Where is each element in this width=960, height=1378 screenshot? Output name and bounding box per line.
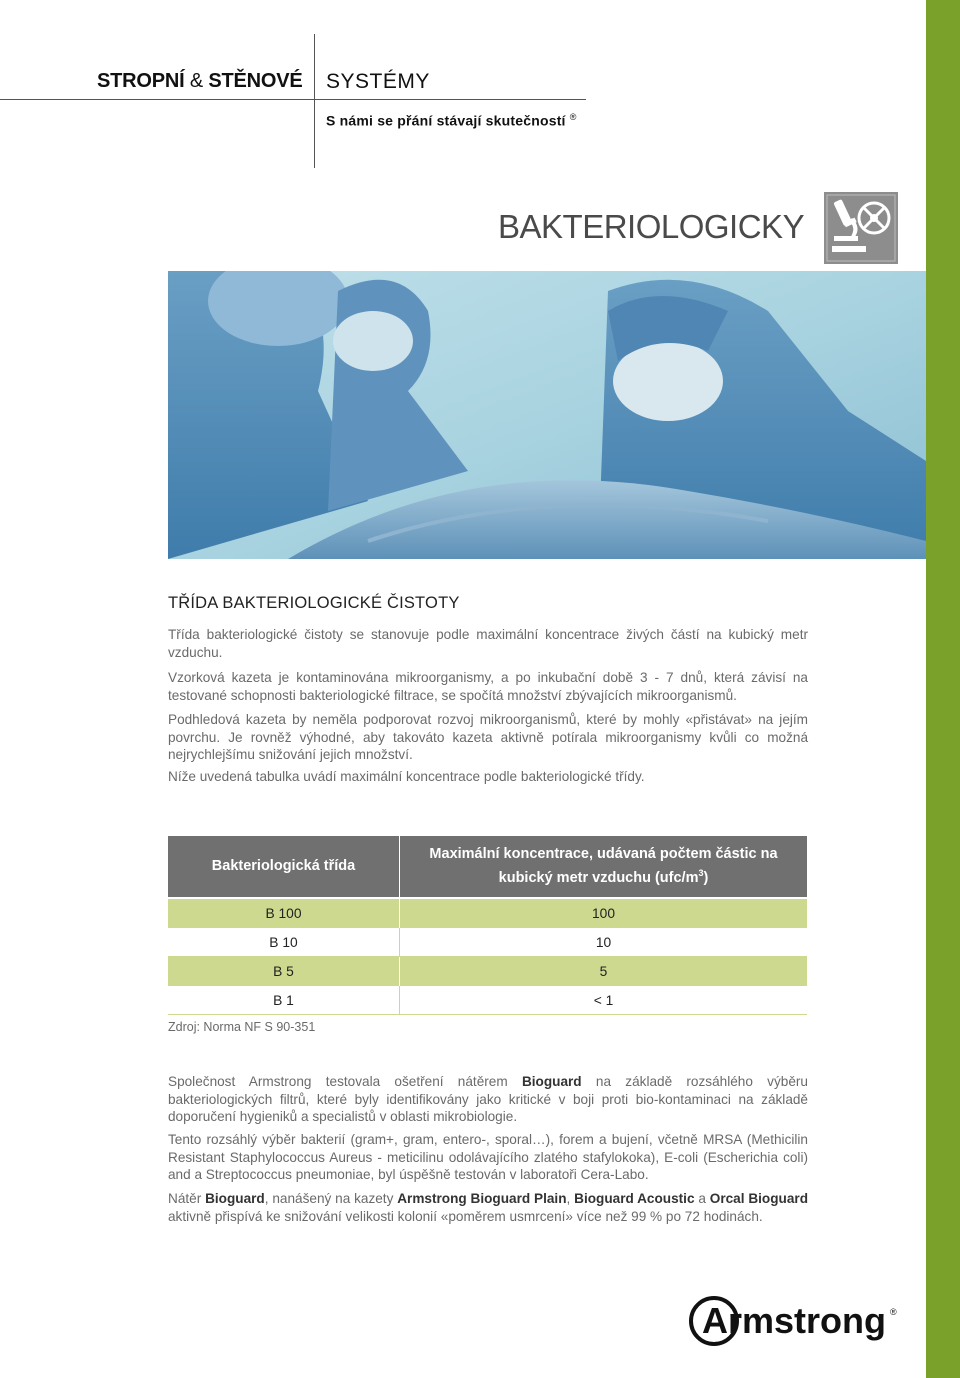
brand-part2: STĚNOVÉ xyxy=(208,70,303,92)
registered-mark: ® xyxy=(569,112,577,122)
table-header-max: Maximální koncentrace, udávaná počtem částic na kubický metr vzduchu $(ufc/m^3)$ xyxy=(400,836,808,897)
table-cell-max: 10 xyxy=(400,928,808,957)
paragraph-bioguard-test: Společnost Armstrong testovala ošetření nátěrem Bioguard na základě rozsáhlého výběru bakteriologických filtrů, které byly identifikovány jako kritické v boji proti bio-kontaminaci na základě doporučení hygieniků a specialistů v oblasti mikrobiologie. xyxy=(168,1074,808,1124)
header-brand xyxy=(97,70,303,93)
section-title: TŘÍDA BAKTERIOLOGICKÉ ČISTOTY xyxy=(168,594,460,612)
header-divider-horizontal xyxy=(0,99,586,100)
header-divider-vertical xyxy=(314,34,315,168)
page-title: BAKTERIOLOGICKY xyxy=(498,208,805,245)
svg-text:Armstrong: Armstrong xyxy=(702,1300,887,1341)
microscope-badge-icon xyxy=(824,192,898,264)
table-cell-class: B 10 xyxy=(168,928,400,957)
side-accent-bar xyxy=(926,0,960,1378)
table-cell-max: 5 xyxy=(400,957,808,986)
header-slogan: S námi se přání stávají skutečností ® xyxy=(326,112,577,129)
table-cell-max: < 1 xyxy=(400,986,808,1015)
table-cell-class: B 100 xyxy=(168,899,400,928)
paragraph-requirement: Podhledová kazeta by neměla podporovat rozvoj mikroorganismů, které by mohly «přistávat» na jejím povrchu. Je rovněž výhodné, aby takováto kazeta aktivně potírala mikroorganismy kvůli co možná nejrychlejšímu snižování jejich množství. xyxy=(168,712,808,762)
table-row xyxy=(168,899,807,928)
table-cell-class: B 1 xyxy=(168,986,400,1015)
table-cell-class: B 5 xyxy=(168,957,400,986)
table-row xyxy=(168,957,807,986)
table-cell-max: 100 xyxy=(400,899,808,928)
table-header-class: Bakteriologická třída xyxy=(168,836,400,897)
paragraph-definition: Třída bakteriologické čistoty se stanovuje podle maximální koncentrace živých částí na kubický metr vzduchu. xyxy=(168,627,808,660)
paragraph-bacteria-list: Tento rozsáhlý výběr bakterií (gram+, gram, entero-, sporal…), forem a bujení, včetně MRSA (Methicilin Resistant Staphylococcus Aureus - meticilinu odolávajícího zlatého stafylokoka), E-coli (Escherichia coli) and a Streptococcus pneumoniae, byl úspěšně testován v laboratoři Cera-Labo. xyxy=(168,1132,808,1182)
table-source: Zdroj: Norma NF S 90-351 xyxy=(168,1020,316,1034)
brand-part1: STROPNÍ xyxy=(97,70,185,92)
table-header-row xyxy=(168,836,807,897)
paragraph-bioguard-result: Nátěr Bioguard, nanášený na kazety Armstrong Bioguard Plain, Bioguard Acoustic a Orcal Bioguard aktivně přispívá ke snižování velikosti kolonií «poměrem usmrcení» více než 99 % po 72 hodinách. xyxy=(168,1191,808,1224)
paragraph-method: Vzorková kazeta je kontaminována mikroorganismy, a po inkubační době 3 - 7 dnů, která závisí na testované schopnosti bakteriologické filtrace, se spočítá množství zbývajících mikroorganismů. xyxy=(168,670,808,703)
paragraph-table-intro: Níže uvedená tabulka uvádí maximální koncentrace podle bakteriologické třídy. xyxy=(168,769,645,784)
bacteriological-class-table xyxy=(168,836,807,1015)
armstrong-logo xyxy=(688,1295,900,1347)
surgery-photo xyxy=(168,271,926,559)
header-systems: SYSTÉMY xyxy=(326,70,430,93)
brand-amp: & xyxy=(189,70,203,92)
svg-text:®: ® xyxy=(890,1307,897,1317)
table-row xyxy=(168,986,807,1015)
table-row xyxy=(168,928,807,957)
